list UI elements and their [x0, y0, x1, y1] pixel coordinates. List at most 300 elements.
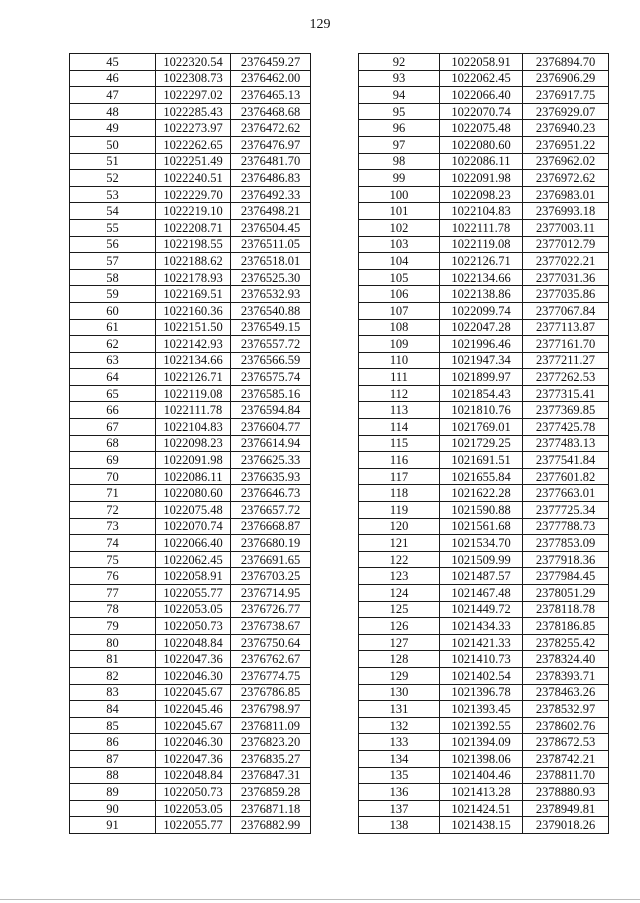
- y-coordinate-cell: 2379018.26: [523, 817, 609, 834]
- table-row: [70, 684, 311, 701]
- table-row: [70, 634, 311, 651]
- point-number-cell: 56: [70, 236, 156, 253]
- x-coordinate-cell: 1022086.11: [156, 468, 231, 485]
- y-coordinate-cell: 2376726.77: [231, 601, 311, 618]
- x-coordinate-cell: 1021947.34: [440, 352, 523, 369]
- y-coordinate-cell: 2377113.87: [523, 319, 609, 336]
- y-coordinate-cell: 2376859.28: [231, 784, 311, 801]
- x-coordinate-cell: 1022126.71: [440, 253, 523, 270]
- x-coordinate-cell: 1022098.23: [440, 186, 523, 203]
- table-row: [359, 634, 609, 651]
- table-row: [359, 419, 609, 436]
- y-coordinate-cell: 2376786.85: [231, 684, 311, 701]
- point-number-cell: 79: [70, 618, 156, 635]
- point-number-cell: 120: [359, 518, 440, 535]
- y-coordinate-cell: 2377984.45: [523, 568, 609, 585]
- x-coordinate-cell: 1022273.97: [156, 120, 231, 137]
- x-coordinate-cell: 1022229.70: [156, 186, 231, 203]
- table-row: [359, 817, 609, 834]
- x-coordinate-cell: 1021590.88: [440, 502, 523, 519]
- x-coordinate-cell: 1021467.48: [440, 585, 523, 602]
- x-coordinate-cell: 1022251.49: [156, 153, 231, 170]
- y-coordinate-cell: 2377262.53: [523, 369, 609, 386]
- x-coordinate-cell: 1022045.46: [156, 701, 231, 718]
- x-coordinate-cell: 1021729.25: [440, 435, 523, 452]
- x-coordinate-cell: 1022066.40: [156, 535, 231, 552]
- point-number-cell: 138: [359, 817, 440, 834]
- point-number-cell: 115: [359, 435, 440, 452]
- point-number-cell: 85: [70, 717, 156, 734]
- point-number-cell: 47: [70, 87, 156, 104]
- point-number-cell: 108: [359, 319, 440, 336]
- table-row: [70, 651, 311, 668]
- y-coordinate-cell: 2376750.64: [231, 634, 311, 651]
- table-row: [359, 352, 609, 369]
- x-coordinate-cell: 1022046.30: [156, 734, 231, 751]
- x-coordinate-cell: 1022134.66: [156, 352, 231, 369]
- y-coordinate-cell: 2376668.87: [231, 518, 311, 535]
- table-row: [359, 452, 609, 469]
- x-coordinate-cell: 1022178.93: [156, 269, 231, 286]
- table-row: [70, 452, 311, 469]
- point-number-cell: 59: [70, 286, 156, 303]
- x-coordinate-cell: 1021394.09: [440, 734, 523, 751]
- x-coordinate-cell: 1022050.73: [156, 784, 231, 801]
- y-coordinate-cell: 2376798.97: [231, 701, 311, 718]
- table-row: [359, 236, 609, 253]
- x-coordinate-cell: 1021449.72: [440, 601, 523, 618]
- table-row: [359, 136, 609, 153]
- point-number-cell: 67: [70, 419, 156, 436]
- y-coordinate-cell: 2376540.88: [231, 302, 311, 319]
- x-coordinate-cell: 1021404.46: [440, 767, 523, 784]
- point-number-cell: 45: [70, 54, 156, 71]
- point-number-cell: 64: [70, 369, 156, 386]
- table-body: [359, 54, 609, 834]
- point-number-cell: 137: [359, 800, 440, 817]
- table-row: [70, 667, 311, 684]
- x-coordinate-cell: 1021655.84: [440, 468, 523, 485]
- table-row: [359, 750, 609, 767]
- y-coordinate-cell: 2376774.75: [231, 667, 311, 684]
- point-number-cell: 103: [359, 236, 440, 253]
- point-number-cell: 65: [70, 385, 156, 402]
- x-coordinate-cell: 1022320.54: [156, 54, 231, 71]
- table-row: [70, 435, 311, 452]
- table-body: [70, 54, 311, 834]
- table-row: [70, 750, 311, 767]
- x-coordinate-cell: 1021398.06: [440, 750, 523, 767]
- y-coordinate-cell: 2378811.70: [523, 767, 609, 784]
- y-coordinate-cell: 2378051.29: [523, 585, 609, 602]
- point-number-cell: 105: [359, 269, 440, 286]
- y-coordinate-cell: 2376481.70: [231, 153, 311, 170]
- table-row: [359, 87, 609, 104]
- x-coordinate-cell: 1022062.45: [440, 70, 523, 87]
- x-coordinate-cell: 1022091.98: [156, 452, 231, 469]
- table-row: [70, 717, 311, 734]
- table-row: [70, 419, 311, 436]
- point-number-cell: 70: [70, 468, 156, 485]
- table-row: [70, 369, 311, 386]
- y-coordinate-cell: 2378463.26: [523, 684, 609, 701]
- table-row: [359, 302, 609, 319]
- table-row: [70, 535, 311, 552]
- point-number-cell: 130: [359, 684, 440, 701]
- x-coordinate-cell: 1021534.70: [440, 535, 523, 552]
- point-number-cell: 89: [70, 784, 156, 801]
- x-coordinate-cell: 1021396.78: [440, 684, 523, 701]
- table-row: [70, 153, 311, 170]
- y-coordinate-cell: 2376585.16: [231, 385, 311, 402]
- x-coordinate-cell: 1022048.84: [156, 767, 231, 784]
- x-coordinate-cell: 1022091.98: [440, 170, 523, 187]
- x-coordinate-cell: 1022142.93: [156, 336, 231, 353]
- y-coordinate-cell: 2378602.76: [523, 717, 609, 734]
- point-number-cell: 62: [70, 336, 156, 353]
- y-coordinate-cell: 2376835.27: [231, 750, 311, 767]
- x-coordinate-cell: 1022062.45: [156, 551, 231, 568]
- table-row: [359, 651, 609, 668]
- y-coordinate-cell: 2377853.09: [523, 535, 609, 552]
- y-coordinate-cell: 2376472.62: [231, 120, 311, 137]
- table-row: [70, 402, 311, 419]
- y-coordinate-cell: 2376594.84: [231, 402, 311, 419]
- table-row: [359, 54, 609, 71]
- point-number-cell: 46: [70, 70, 156, 87]
- table-row: [359, 435, 609, 452]
- y-coordinate-cell: 2376511.05: [231, 236, 311, 253]
- y-coordinate-cell: 2376566.59: [231, 352, 311, 369]
- point-number-cell: 102: [359, 219, 440, 236]
- point-number-cell: 82: [70, 667, 156, 684]
- y-coordinate-cell: 2376525.30: [231, 269, 311, 286]
- y-coordinate-cell: 2376498.21: [231, 203, 311, 220]
- table-row: [359, 601, 609, 618]
- y-coordinate-cell: 2376847.31: [231, 767, 311, 784]
- x-coordinate-cell: 1021899.97: [440, 369, 523, 386]
- x-coordinate-cell: 1021393.45: [440, 701, 523, 718]
- point-number-cell: 117: [359, 468, 440, 485]
- x-coordinate-cell: 1022075.48: [440, 120, 523, 137]
- x-coordinate-cell: 1022119.08: [156, 385, 231, 402]
- table-row: [70, 186, 311, 203]
- table-row: [359, 269, 609, 286]
- point-number-cell: 129: [359, 667, 440, 684]
- table-row: [359, 568, 609, 585]
- point-number-cell: 131: [359, 701, 440, 718]
- point-number-cell: 83: [70, 684, 156, 701]
- x-coordinate-cell: 1022134.66: [440, 269, 523, 286]
- y-coordinate-cell: 2377369.85: [523, 402, 609, 419]
- y-coordinate-cell: 2376703.25: [231, 568, 311, 585]
- table-row: [359, 120, 609, 137]
- y-coordinate-cell: 2376486.83: [231, 170, 311, 187]
- y-coordinate-cell: 2378186.85: [523, 618, 609, 635]
- point-number-cell: 84: [70, 701, 156, 718]
- table-row: [70, 385, 311, 402]
- point-number-cell: 118: [359, 485, 440, 502]
- x-coordinate-cell: 1021410.73: [440, 651, 523, 668]
- point-number-cell: 132: [359, 717, 440, 734]
- table-row: [70, 302, 311, 319]
- x-coordinate-cell: 1022070.74: [156, 518, 231, 535]
- point-number-cell: 61: [70, 319, 156, 336]
- table-row: [70, 734, 311, 751]
- x-coordinate-cell: 1022262.65: [156, 136, 231, 153]
- x-coordinate-cell: 1021810.76: [440, 402, 523, 419]
- point-number-cell: 92: [359, 54, 440, 71]
- y-coordinate-cell: 2377601.82: [523, 468, 609, 485]
- point-number-cell: 127: [359, 634, 440, 651]
- x-coordinate-cell: 1022208.71: [156, 219, 231, 236]
- x-coordinate-cell: 1022297.02: [156, 87, 231, 104]
- y-coordinate-cell: 2376917.75: [523, 87, 609, 104]
- point-number-cell: 48: [70, 103, 156, 120]
- coordinates-table-right: [358, 53, 609, 834]
- point-number-cell: 75: [70, 551, 156, 568]
- x-coordinate-cell: 1022086.11: [440, 153, 523, 170]
- table-row: [359, 485, 609, 502]
- point-number-cell: 53: [70, 186, 156, 203]
- point-number-cell: 96: [359, 120, 440, 137]
- point-number-cell: 63: [70, 352, 156, 369]
- point-number-cell: 72: [70, 502, 156, 519]
- table-row: [70, 236, 311, 253]
- point-number-cell: 66: [70, 402, 156, 419]
- table-row: [70, 87, 311, 104]
- y-coordinate-cell: 2376476.97: [231, 136, 311, 153]
- table-row: [70, 203, 311, 220]
- table-row: [359, 203, 609, 220]
- x-coordinate-cell: 1022111.78: [440, 219, 523, 236]
- page-number: 129: [309, 17, 331, 32]
- y-coordinate-cell: 2376532.93: [231, 286, 311, 303]
- table-row: [359, 219, 609, 236]
- table-row: [70, 518, 311, 535]
- x-coordinate-cell: 1021402.54: [440, 667, 523, 684]
- y-coordinate-cell: 2377067.84: [523, 302, 609, 319]
- table-row: [359, 385, 609, 402]
- point-number-cell: 112: [359, 385, 440, 402]
- coordinates-table-left: [69, 53, 311, 834]
- table-row: [359, 535, 609, 552]
- y-coordinate-cell: 2376714.95: [231, 585, 311, 602]
- y-coordinate-cell: 2378532.97: [523, 701, 609, 718]
- table-row: [70, 485, 311, 502]
- x-coordinate-cell: 1022160.36: [156, 302, 231, 319]
- point-number-cell: 51: [70, 153, 156, 170]
- y-coordinate-cell: 2376625.33: [231, 452, 311, 469]
- y-coordinate-cell: 2377035.86: [523, 286, 609, 303]
- point-number-cell: 106: [359, 286, 440, 303]
- x-coordinate-cell: 1022045.67: [156, 717, 231, 734]
- x-coordinate-cell: 1022058.91: [156, 568, 231, 585]
- y-coordinate-cell: 2377315.41: [523, 385, 609, 402]
- y-coordinate-cell: 2376993.18: [523, 203, 609, 220]
- x-coordinate-cell: 1021438.15: [440, 817, 523, 834]
- x-coordinate-cell: 1021487.57: [440, 568, 523, 585]
- y-coordinate-cell: 2376906.29: [523, 70, 609, 87]
- x-coordinate-cell: 1022151.50: [156, 319, 231, 336]
- y-coordinate-cell: 2376557.72: [231, 336, 311, 353]
- table-row: [359, 369, 609, 386]
- y-coordinate-cell: 2376504.45: [231, 219, 311, 236]
- point-number-cell: 104: [359, 253, 440, 270]
- table-row: [70, 618, 311, 635]
- y-coordinate-cell: 2376635.93: [231, 468, 311, 485]
- table-row: [70, 701, 311, 718]
- point-number-cell: 119: [359, 502, 440, 519]
- y-coordinate-cell: 2377541.84: [523, 452, 609, 469]
- table-row: [70, 502, 311, 519]
- x-coordinate-cell: 1021854.43: [440, 385, 523, 402]
- y-coordinate-cell: 2377003.11: [523, 219, 609, 236]
- point-number-cell: 128: [359, 651, 440, 668]
- x-coordinate-cell: 1021561.68: [440, 518, 523, 535]
- x-coordinate-cell: 1021424.51: [440, 800, 523, 817]
- x-coordinate-cell: 1022240.51: [156, 170, 231, 187]
- point-number-cell: 98: [359, 153, 440, 170]
- x-coordinate-cell: 1022126.71: [156, 369, 231, 386]
- table-row: [359, 551, 609, 568]
- y-coordinate-cell: 2376738.67: [231, 618, 311, 635]
- x-coordinate-cell: 1021769.01: [440, 419, 523, 436]
- x-coordinate-cell: 1021691.51: [440, 452, 523, 469]
- point-number-cell: 107: [359, 302, 440, 319]
- table-row: [70, 800, 311, 817]
- point-number-cell: 71: [70, 485, 156, 502]
- y-coordinate-cell: 2377161.70: [523, 336, 609, 353]
- point-number-cell: 136: [359, 784, 440, 801]
- x-coordinate-cell: 1021996.46: [440, 336, 523, 353]
- y-coordinate-cell: 2376762.67: [231, 651, 311, 668]
- y-coordinate-cell: 2376518.01: [231, 253, 311, 270]
- point-number-cell: 114: [359, 419, 440, 436]
- table-row: [359, 684, 609, 701]
- point-number-cell: 97: [359, 136, 440, 153]
- table-row: [70, 286, 311, 303]
- table-row: [359, 253, 609, 270]
- table-row: [359, 784, 609, 801]
- table-row: [359, 618, 609, 635]
- table-row: [70, 468, 311, 485]
- x-coordinate-cell: 1022053.05: [156, 601, 231, 618]
- point-number-cell: 74: [70, 535, 156, 552]
- y-coordinate-cell: 2376882.99: [231, 817, 311, 834]
- table-row: [70, 352, 311, 369]
- y-coordinate-cell: 2378880.93: [523, 784, 609, 801]
- y-coordinate-cell: 2378672.53: [523, 734, 609, 751]
- point-number-cell: 94: [359, 87, 440, 104]
- table-row: [359, 585, 609, 602]
- table-row: [359, 734, 609, 751]
- table-row: [70, 54, 311, 71]
- table-row: [70, 170, 311, 187]
- x-coordinate-cell: 1022119.08: [440, 236, 523, 253]
- y-coordinate-cell: 2376691.65: [231, 551, 311, 568]
- x-coordinate-cell: 1022058.91: [440, 54, 523, 71]
- point-number-cell: 95: [359, 103, 440, 120]
- point-number-cell: 135: [359, 767, 440, 784]
- table-row: [359, 336, 609, 353]
- page-edge-divider: [0, 899, 640, 900]
- x-coordinate-cell: 1022080.60: [156, 485, 231, 502]
- point-number-cell: 54: [70, 203, 156, 220]
- point-number-cell: 77: [70, 585, 156, 602]
- point-number-cell: 91: [70, 817, 156, 834]
- y-coordinate-cell: 2376468.68: [231, 103, 311, 120]
- x-coordinate-cell: 1022285.43: [156, 103, 231, 120]
- x-coordinate-cell: 1022047.36: [156, 651, 231, 668]
- y-coordinate-cell: 2377211.27: [523, 352, 609, 369]
- y-coordinate-cell: 2376646.73: [231, 485, 311, 502]
- point-number-cell: 81: [70, 651, 156, 668]
- y-coordinate-cell: 2378324.40: [523, 651, 609, 668]
- table-row: [359, 153, 609, 170]
- table-row: [359, 518, 609, 535]
- x-coordinate-cell: 1022047.28: [440, 319, 523, 336]
- y-coordinate-cell: 2378255.42: [523, 634, 609, 651]
- table-row: [359, 170, 609, 187]
- table-row: [70, 817, 311, 834]
- point-number-cell: 58: [70, 269, 156, 286]
- point-number-cell: 123: [359, 568, 440, 585]
- y-coordinate-cell: 2376549.15: [231, 319, 311, 336]
- y-coordinate-cell: 2377725.34: [523, 502, 609, 519]
- table-row: [359, 468, 609, 485]
- x-coordinate-cell: 1022104.83: [440, 203, 523, 220]
- y-coordinate-cell: 2376465.13: [231, 87, 311, 104]
- y-coordinate-cell: 2377663.01: [523, 485, 609, 502]
- point-number-cell: 52: [70, 170, 156, 187]
- point-number-cell: 122: [359, 551, 440, 568]
- y-coordinate-cell: 2377012.79: [523, 236, 609, 253]
- table-row: [70, 767, 311, 784]
- x-coordinate-cell: 1022053.05: [156, 800, 231, 817]
- point-number-cell: 121: [359, 535, 440, 552]
- point-number-cell: 55: [70, 219, 156, 236]
- point-number-cell: 90: [70, 800, 156, 817]
- x-coordinate-cell: 1022104.83: [156, 419, 231, 436]
- y-coordinate-cell: 2376680.19: [231, 535, 311, 552]
- y-coordinate-cell: 2377788.73: [523, 518, 609, 535]
- x-coordinate-cell: 1021622.28: [440, 485, 523, 502]
- table-row: [70, 219, 311, 236]
- x-coordinate-cell: 1021392.55: [440, 717, 523, 734]
- point-number-cell: 50: [70, 136, 156, 153]
- x-coordinate-cell: 1022055.77: [156, 817, 231, 834]
- table-row: [70, 601, 311, 618]
- table-row: [359, 319, 609, 336]
- table-row: [359, 667, 609, 684]
- x-coordinate-cell: 1022066.40: [440, 87, 523, 104]
- point-number-cell: 87: [70, 750, 156, 767]
- x-coordinate-cell: 1022198.55: [156, 236, 231, 253]
- x-coordinate-cell: 1022080.60: [440, 136, 523, 153]
- table-row: [359, 701, 609, 718]
- table-row: [359, 717, 609, 734]
- table-row: [359, 286, 609, 303]
- y-coordinate-cell: 2377425.78: [523, 419, 609, 436]
- table-row: [359, 502, 609, 519]
- point-number-cell: 126: [359, 618, 440, 635]
- table-row: [70, 551, 311, 568]
- x-coordinate-cell: 1022055.77: [156, 585, 231, 602]
- table-row: [70, 253, 311, 270]
- x-coordinate-cell: 1021434.33: [440, 618, 523, 635]
- point-number-cell: 60: [70, 302, 156, 319]
